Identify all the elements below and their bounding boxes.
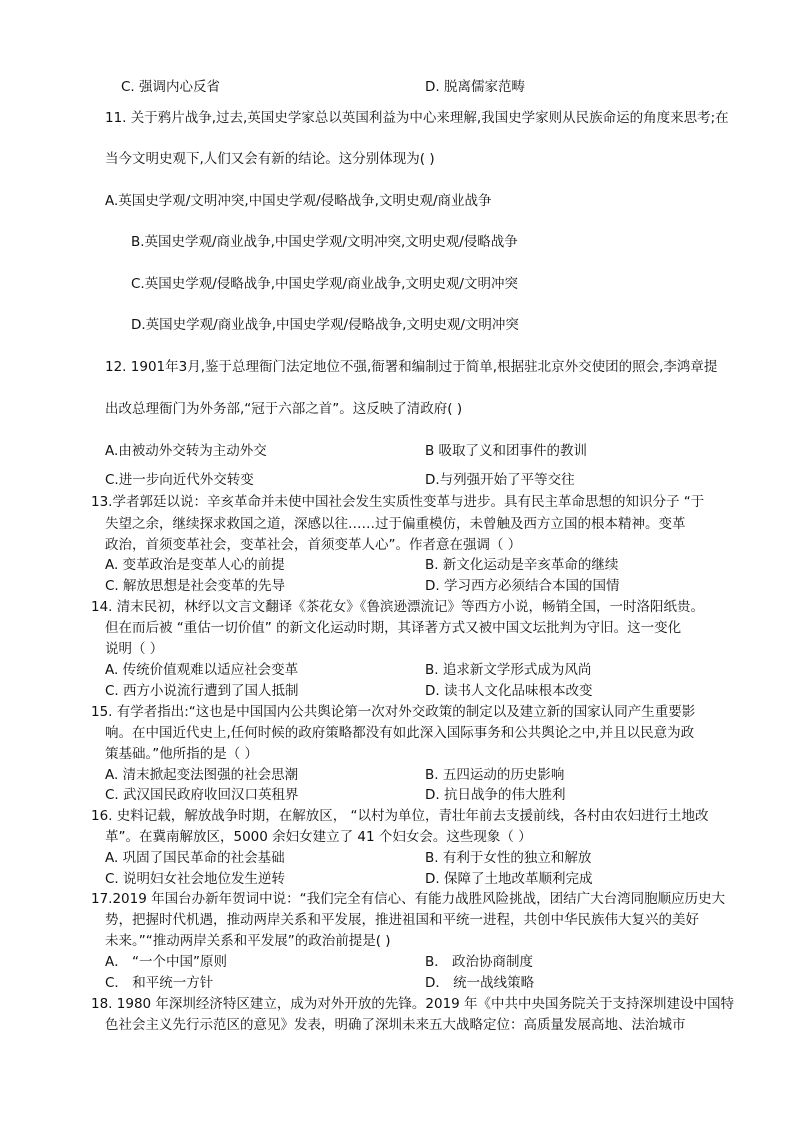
q14-stem-line2: 但在而后被 “重估一切价值” 的新文化运动时期，其译著方式又被中国文坛批判为守旧。这一变化 — [105, 620, 682, 636]
q11-option-d: D.英国史学观/商业战争,中国史学观/侵略战争,文明史观/文明冲突 — [131, 317, 519, 333]
q11-option-a: A.英国史学观/文明冲突,中国史学观/侵略战争,文明史观/商业战争 — [105, 193, 492, 209]
q15-option-b: B. 五四运动的历史影响 — [425, 767, 565, 783]
q17-option-b: B． 政治协商制度 — [425, 954, 534, 970]
q16-option-a: A. 巩固了国民革命的社会基础 — [105, 850, 285, 866]
q14-option-a: A. 传统价值观难以适应社会变革 — [105, 662, 299, 678]
q13-stem-line3: 政治，首须变革社会，变革社会，首须变革人心”。作者意在强调（ ） — [105, 537, 522, 553]
q14-option-c: C. 西方小说流行遭到了国人抵制 — [105, 683, 299, 699]
q10-option-c: C. 强调内心反省 — [121, 79, 221, 95]
q12-option-b: B 吸取了义和团事件的教训 — [425, 443, 588, 459]
q13-stem-line2: 失望之余，继续探求救国之道，深感以往……过于偏重模仿，未曾触及西方立国的根本精神。变革 — [105, 516, 686, 532]
q12-stem-line2: 出改总理衙门为外务部,“冠于六部之首”。这反映了清政府( ) — [105, 401, 463, 417]
q15-option-d: D. 抗日战争的伟大胜利 — [425, 787, 566, 803]
q17-option-d: D． 统一战线策略 — [425, 975, 535, 991]
q17-stem-line1: 17.2019 年国台办新年贺词中说：“我们完全有信心、有能力战胜风险挑战，团结广大台湾同胞顺应历史大 — [91, 891, 726, 907]
q15-option-a: A. 清末掀起变法图强的社会思潮 — [105, 767, 299, 783]
q16-option-c: C. 说明妇女社会地位发生逆转 — [105, 871, 286, 887]
q14-stem-line3: 说明（ ） — [105, 641, 164, 657]
q13-option-c: C. 解放思想是社会变革的先导 — [105, 578, 286, 594]
q12-stem-line1: 12. 1901年3月,鉴于总理衙门法定地位不强,衙署和编制过于简单,根据驻北京外交使团的照会,李鸿章提 — [105, 359, 718, 375]
q16-option-d: D. 保障了土地改革顺利完成 — [425, 871, 593, 887]
q17-option-c: C． 和平统一方针 — [105, 975, 214, 991]
q13-option-d: D. 学习西方必须结合本国的国情 — [425, 578, 620, 594]
q18-stem-line2: 色社会主义先行示范区的意见》发表，明确了深圳未来五大战略定位：高质量发展高地、法治城市 — [105, 1017, 686, 1033]
q10-option-d: D. 脱离儒家范畴 — [425, 79, 525, 95]
q11-stem-line2: 当今文明史观下,人们又会有新的结论。这分别体现为( ) — [105, 151, 435, 167]
q14-option-b: B. 追求新文学形式成为风尚 — [425, 662, 592, 678]
q12-option-a: A.由被动外交转为主动外交 — [105, 443, 267, 459]
q16-stem-line2: 革”。在冀南解放区，5000 余妇女建立了 41 个妇女会。这些现象（ ） — [105, 829, 532, 845]
q11-option-c: C.英国史学观/侵略战争,中国史学观/商业战争,文明史观/文明冲突 — [131, 276, 518, 292]
q13-option-a: A. 变革政治是变革人心的前提 — [105, 557, 285, 573]
q13-stem-line1: 13.学者郭廷以说：辛亥革命并未使中国社会发生实质性变革与进步。具有民主革命思想的知识分子 “于 — [91, 494, 705, 510]
q15-stem-line1: 15. 有学者指出:“这也是中国国内公共舆论第一次对外交政策的制定以及建立新的国家认同产生重要影 — [91, 704, 696, 720]
q14-stem-line1: 14. 清末民初，林纾以文言文翻译《茶花女》《鲁滨逊漂流记》等西方小说，畅销全国，一时洛阳纸贵。 — [91, 599, 705, 615]
q15-stem-line2: 响。在中国近代史上,任何时候的政府策略都没有如此深入国际事务和公共舆论之中,并且以民意为政 — [105, 725, 695, 741]
q15-option-c: C. 武汉国民政府收回汉口英租界 — [105, 787, 299, 803]
q12-option-d: D.与列强开始了平等交往 — [425, 472, 575, 488]
q16-option-b: B. 有利于女性的独立和解放 — [425, 850, 592, 866]
q11-stem-line1: 11. 关于鸦片战争,过去,英国史学家总以英国利益为中心来理解,我国史学家则从民族命运的角度来思考;在 — [105, 110, 729, 126]
q14-option-d: D. 读书人文化品味根本改变 — [425, 683, 593, 699]
q17-stem-line2: 势，把握时代机遇，推动两岸关系和平发展，推进祖国和平统一进程，共创中华民族伟大复兴的美好 — [105, 912, 699, 928]
q11-option-b: B.英国史学观/商业战争,中国史学观/文明冲突,文明史观/侵略战争 — [131, 234, 518, 250]
q12-option-c: C.进一步向近代外交转变 — [105, 472, 254, 488]
q17-stem-line3: 未来。”“推动两岸关系和平发展”的政治前提是( ) — [105, 933, 391, 949]
q17-option-a: A． “一个中国”原则 — [105, 954, 228, 970]
q16-stem-line1: 16. 史料记载，解放战争时期，在解放区， “以村为单位，青壮年前去支援前线，各村由农妇进行土地改 — [91, 808, 709, 824]
q13-option-b: B. 新文化运动是辛亥革命的继续 — [425, 557, 619, 573]
q15-stem-line3: 策基础。”他所指的是（ ） — [105, 746, 259, 762]
q18-stem-line1: 18. 1980 年深圳经济特区建立，成为对外开放的先锋。2019 年《中共中央国务院关于支持深圳建设中国特 — [91, 996, 735, 1012]
